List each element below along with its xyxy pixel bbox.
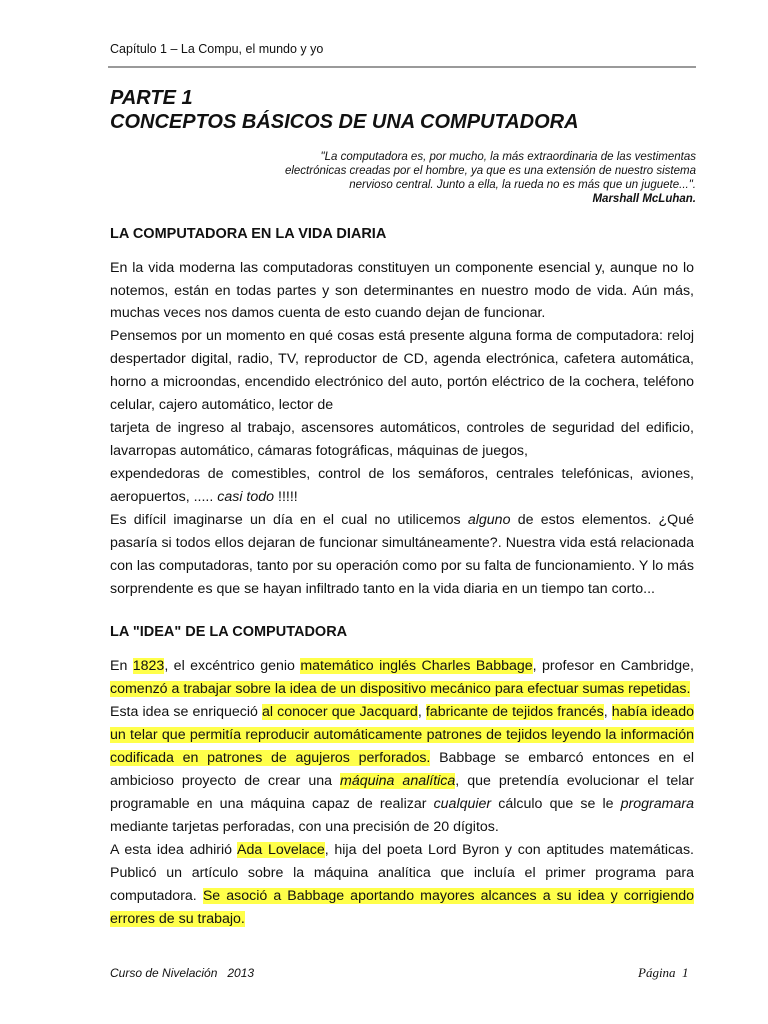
highlighted-text: al conocer que Jacquard bbox=[262, 704, 418, 720]
page-number: Página 1 bbox=[638, 965, 689, 980]
quote-line: nervioso central. Junto a ella, la rueda no es más que un juguete...". bbox=[349, 179, 696, 191]
text-run: A esta idea adhirió bbox=[110, 842, 237, 858]
paragraph-line: celular, cajero automático, lector de bbox=[110, 397, 334, 413]
highlighted-text: fabricante de tejidos francés bbox=[425, 704, 604, 720]
paragraph-line: En la vida moderna las computadoras constituyen un componente esencial y, aunque no lo bbox=[110, 260, 694, 276]
paragraph-line bbox=[110, 886, 694, 906]
paragraph-line: muchas veces nos damos cuenta de esto cuando dejan de funcionar. bbox=[110, 305, 546, 321]
text-run: !!!!! bbox=[274, 489, 298, 505]
italic-text: programara bbox=[620, 796, 694, 812]
paragraph-line bbox=[110, 510, 694, 530]
highlighted-text: codificada en patrones de agujeros perforados. bbox=[110, 750, 431, 766]
highlighted-text: matemático inglés Charles Babbage bbox=[300, 658, 533, 674]
text-run: , profesor en Cambridge, bbox=[532, 658, 694, 674]
highlighted-text: un telar que permitía reproducir automáticamente patrones de tejidos leyendo la información bbox=[110, 727, 694, 743]
text-run: , que pretendía evolucionar el telar bbox=[455, 773, 694, 789]
section-heading: LA COMPUTADORA EN LA VIDA DIARIA bbox=[110, 226, 387, 242]
paragraph-line: tarjeta de ingreso al trabajo, ascensores automáticos, controles de seguridad del edificio, bbox=[110, 420, 694, 436]
paragraph-line: despertador digital, radio, TV, reproductor de CD, agenda electrónica, cafetera automática, bbox=[110, 351, 694, 367]
quote-line: electrónicas creadas por el hombre, ya que es una extensión de nuestro sistema bbox=[284, 165, 696, 177]
italic-text: cualquier bbox=[433, 796, 492, 812]
text-run: , bbox=[603, 704, 612, 720]
text-run: Es difícil imaginarse un día en el cual no utilicemos bbox=[110, 512, 468, 528]
paragraph-line: Pensemos por un momento en qué cosas está presente alguna forma de computadora: reloj bbox=[110, 328, 694, 344]
paragraph-line bbox=[110, 725, 694, 745]
paragraph-line bbox=[110, 702, 694, 722]
footer-course: Curso de Nivelación 2013 bbox=[110, 966, 255, 980]
section-heading: LA "IDEA" DE LA COMPUTADORA bbox=[110, 624, 348, 640]
highlighted-text: Ada Lovelace bbox=[236, 842, 325, 858]
text-run: cálculo que se le bbox=[491, 796, 621, 812]
highlighted-text: errores de su trabajo. bbox=[110, 911, 245, 927]
paragraph-line: lavarropas automático, cámaras fotográficas, máquinas de juegos, bbox=[110, 443, 528, 459]
part-title: PARTE 1 bbox=[110, 87, 193, 109]
highlighted-text: comenzó a trabajar sobre la idea de un dispositivo mecánico para efectuar sumas repetidas. bbox=[110, 681, 691, 697]
paragraph-line bbox=[110, 840, 694, 860]
highlighted-italic-text: máquina analítica bbox=[340, 773, 456, 789]
quote-author: Marshall McLuhan. bbox=[592, 193, 696, 205]
epigraph-quote bbox=[236, 150, 696, 206]
paragraph-line bbox=[110, 748, 694, 768]
paragraph-line bbox=[110, 771, 694, 791]
header-divider bbox=[108, 66, 696, 68]
text-run: , el excéntrico genio bbox=[164, 658, 301, 674]
text-run: programable en una máquina capaz de realizar bbox=[110, 796, 434, 812]
paragraph-line: sorprendente es que se hayan infiltrado tanto en la vida diaria en un tiempo tan corto... bbox=[110, 581, 655, 597]
highlighted-text: había ideado bbox=[611, 704, 694, 720]
text-run: ambicioso proyecto de crear una bbox=[110, 773, 341, 789]
paragraph-line: pasaría si todos ellos dejaran de funcionar simultáneamente?. Nuestra vida está relacionada bbox=[110, 535, 694, 551]
text-run: computadora. bbox=[110, 888, 203, 904]
page-header: Capítulo 1 – La Compu, el mundo y yo bbox=[110, 42, 324, 56]
text-run: Babbage se embarcó entonces en el bbox=[430, 750, 694, 766]
highlighted-text: 1823 bbox=[132, 658, 165, 674]
text-run: de estos elementos. ¿Qué bbox=[510, 512, 694, 528]
highlighted-text: Se asoció a Babbage aportando mayores alcances a su idea y corrigiendo bbox=[202, 888, 694, 904]
paragraph-line: horno a microondas, encendido electrónico del auto, portón eléctrico de la cochera, teléfono bbox=[110, 374, 694, 390]
text-run: Esta idea se enriqueció bbox=[110, 704, 263, 720]
italic-text: alguno bbox=[467, 512, 511, 528]
paragraph-line: notemos, están en todas partes y son determinantes en nuestro modo de vida. Aún más, bbox=[110, 283, 694, 299]
text-run: aeropuertos, ..... bbox=[110, 489, 218, 505]
paragraph-line bbox=[110, 794, 694, 814]
quote-line: "La computadora es, por mucho, la más extraordinaria de las vestimentas bbox=[320, 151, 696, 163]
paragraph-line: con las computadoras, tanto por su operación como por su falta de funcionamiento. Y lo más bbox=[110, 558, 694, 574]
paragraph-line bbox=[110, 487, 694, 507]
paragraph-line bbox=[110, 679, 694, 699]
paragraph-line: expendedoras de comestibles, control de los semáforos, centrales telefónicas, aviones, bbox=[110, 466, 694, 482]
text-run: , bbox=[417, 704, 426, 720]
paragraph-line: Publicó un artículo sobre la máquina analítica que incluía el primer programa para bbox=[110, 865, 694, 881]
paragraph-line bbox=[110, 909, 694, 929]
chapter-title: CONCEPTOS BÁSICOS DE UNA COMPUTADORA bbox=[110, 111, 579, 133]
italic-text: casi todo bbox=[217, 489, 275, 505]
paragraph-line: mediante tarjetas perforadas, con una precisión de 20 dígitos. bbox=[110, 819, 499, 835]
text-run: En bbox=[110, 658, 133, 674]
text-run: , hija del poeta Lord Byron y con aptitudes matemáticas. bbox=[324, 842, 694, 858]
paragraph-line bbox=[110, 656, 694, 676]
